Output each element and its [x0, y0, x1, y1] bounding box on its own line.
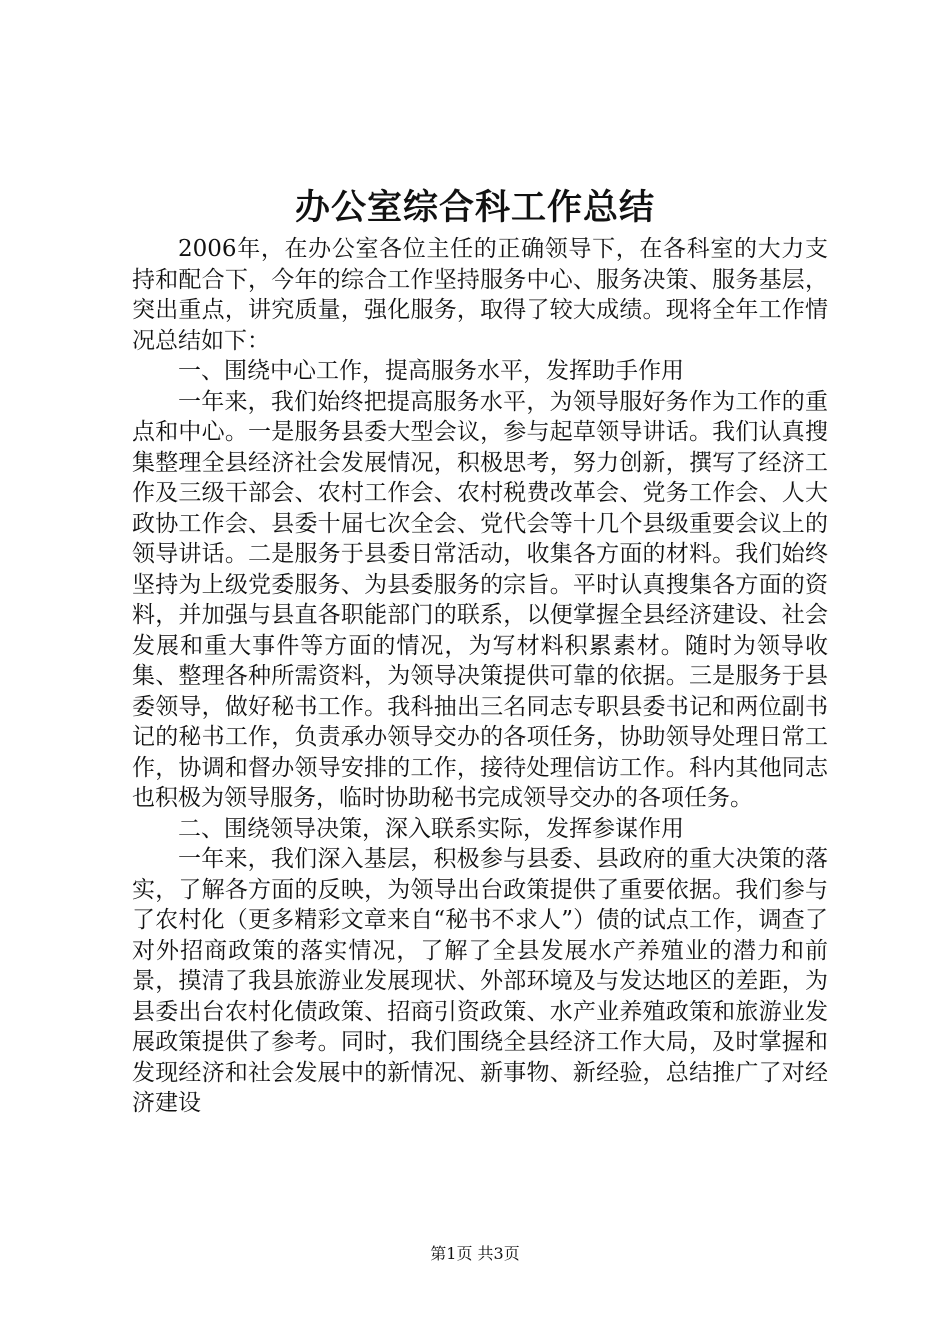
section-heading-2: 二、围绕领导决策，深入联系实际，发挥参谋作用 — [178, 815, 684, 842]
section-heading-1: 一、围绕中心工作，提高服务水平，发挥助手作用 — [178, 358, 684, 384]
document-body — [132, 234, 828, 1119]
document-title: 办公室综合科工作总结 — [294, 187, 655, 228]
intro-paragraph: 2006年，在办公室各位主任的正确领导下，在各科室的大力支持和配合下，今年的综合工作坚持服务中心、服务决策、服务基层，突出重点，讲究质量，强化服务，取得了较大成绩。现将全年工作情况总结如下： — [132, 236, 828, 354]
section-2-paragraph: 一年来，我们深入基层，积极参与县委、县政府的重大决策的落实，了解各方面的反映，为领导出台政策提供了重要依据。我们参与了农村化（更多精彩文章来自“秘书不求人”）债的试点工作，调查了对外招商政策的落实情况，了解了全县发展水产养殖业的潜力和前景，摸清了我县旅游业发展现状、外部环境及与发达地区的差距，为县委出台农村化债政策、招商引资政策、水产业养殖政策和旅游业发展政策提供了参考。同时，我们围绕全县经济工作大局，及时掌握和发现经济和社会发展中的新情况、新事物、新经验，总结推广了对经济建设 — [132, 846, 828, 1116]
section-1-paragraph: 一年来，我们始终把提高服务水平，为领导服好务作为工作的重点和中心。一是服务县委大型会议，参与起草领导讲话。我们认真搜集整理全县经济社会发展情况，积极思考，努力创新，撰写了经济工作及三级干部会、农村工作会、农村税费改革会、党务工作会、人大政协工作会、县委十届七次全会、党代会等十几个县级重要会议上的领导讲话。二是服务于县委日常活动，收集各方面的材料。我们始终坚持为上级党委服务、为县委服务的宗旨。平时认真搜集各方面的资料，并加强与县直各职能部门的联系，以便掌握全县经济建设、社会发展和重大事件等方面的情况，为写材料积累素材。随时为领导收集、整理各种所需资料，为领导决策提供可靠的依据。三是服务于县委领导，做好秘书工作。我科抽出三名同志专职县委书记和两位副书记的秘书工作，负责承办领导交办的各项任务，协助领导处理日常工作，协调和督办领导安排的工作，接待处理信访工作。科内其他同志也积极为领导服务，临时协助秘书完成领导交办的各项任务。 — [132, 388, 828, 811]
page-number-footer: 第1页 共3页 — [430, 1244, 520, 1263]
